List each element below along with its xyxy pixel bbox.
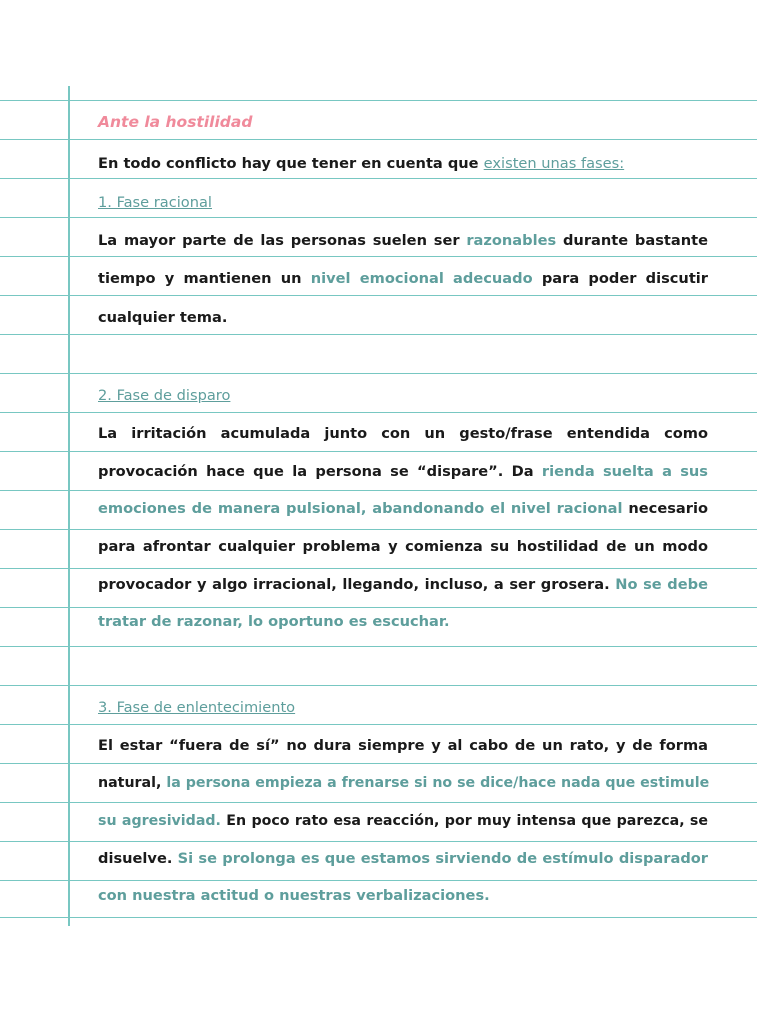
phase2-highlight: emociones de manera pulsional, abandonando el nivel racional bbox=[98, 500, 623, 517]
rule-line bbox=[0, 256, 757, 257]
rule-line bbox=[0, 373, 757, 374]
rule-line bbox=[0, 490, 757, 491]
rule-line bbox=[0, 917, 757, 918]
phase1-heading[interactable]: 1. Fase racional bbox=[98, 194, 212, 211]
phase1-line1 bbox=[98, 231, 708, 251]
phase3-heading[interactable]: 3. Fase de enlentecimiento bbox=[98, 699, 296, 716]
phase2-line4: para afrontar cualquier problema y comienza su hostilidad de un modo bbox=[98, 538, 708, 555]
rule-line bbox=[0, 646, 757, 647]
phase2-line5 bbox=[98, 575, 708, 595]
phase1-text: La mayor parte de las personas suelen ser bbox=[98, 232, 467, 249]
phase2-highlight: No se debe bbox=[615, 576, 708, 593]
rule-line bbox=[0, 451, 757, 452]
phases-link[interactable]: existen unas fases: bbox=[483, 155, 625, 172]
rule-line bbox=[0, 880, 757, 881]
rule-line bbox=[0, 139, 757, 140]
margin-line bbox=[68, 86, 70, 926]
phase3-highlight: Si se prolonga es que estamos sirviendo de estímulo disparador bbox=[177, 850, 708, 867]
phase3-text: disuelve. bbox=[98, 850, 178, 867]
phase1-line2 bbox=[98, 269, 708, 289]
phase3-line1: El estar “fuera de sí” no dura siempre y al cabo de un rato, y de forma bbox=[98, 737, 708, 754]
rule-line bbox=[0, 802, 757, 803]
rule-line bbox=[0, 724, 757, 725]
phase3-text: En poco rato esa reacción, por muy intensa que parezca, se bbox=[220, 813, 709, 829]
rule-line bbox=[0, 334, 757, 335]
rule-line bbox=[0, 100, 757, 101]
phase3-highlight: la persona empieza a frenarse si no se dice/hace nada que estimule bbox=[166, 775, 710, 791]
rule-line bbox=[0, 607, 757, 608]
phase2-line6: tratar de razonar, lo oportuno es escuchar. bbox=[98, 613, 450, 630]
phase3-line3 bbox=[98, 811, 708, 831]
intro-text bbox=[98, 154, 708, 174]
rule-line bbox=[0, 412, 757, 413]
phase1-line3: cualquier tema. bbox=[98, 309, 228, 326]
phase2-line3 bbox=[98, 499, 708, 519]
phase1-text: tiempo y mantienen un bbox=[98, 270, 311, 287]
rule-line bbox=[0, 295, 757, 296]
phase2-heading[interactable]: 2. Fase de disparo bbox=[98, 387, 231, 404]
rule-line bbox=[0, 217, 757, 218]
rule-line bbox=[0, 841, 757, 842]
phase1-highlight: razonables bbox=[466, 232, 557, 249]
phase3-line4 bbox=[98, 849, 708, 869]
phase1-highlight: nivel emocional adecuado bbox=[310, 270, 533, 287]
phase3-highlight: su agresividad. bbox=[98, 813, 221, 829]
rule-line bbox=[0, 763, 757, 764]
rule-line bbox=[0, 685, 757, 686]
rule-line bbox=[0, 529, 757, 530]
phase2-text: provocación hace que la persona se “dispare”. Da bbox=[98, 463, 542, 480]
rule-line bbox=[0, 178, 757, 179]
phase2-line2 bbox=[98, 462, 708, 482]
phase2-text: necesario bbox=[622, 500, 708, 517]
phase2-line1: La irritación acumulada junto con un gesto/frase entendida como bbox=[98, 425, 708, 442]
page-title: Ante la hostilidad bbox=[98, 113, 253, 131]
phase2-highlight: rienda suelta a sus bbox=[541, 463, 708, 480]
phase3-line5: con nuestra actitud o nuestras verbalizaciones. bbox=[98, 887, 490, 904]
phase2-text: provocador y algo irracional, llegando, incluso, a ser grosera. bbox=[98, 576, 616, 593]
phase3-text: natural, bbox=[98, 775, 167, 791]
phase1-text: durante bastante bbox=[556, 232, 708, 249]
intro-lead: En todo conflicto hay que tener en cuenta que bbox=[98, 155, 484, 172]
phase3-line2 bbox=[98, 773, 708, 793]
rule-line bbox=[0, 568, 757, 569]
phase1-text: para poder discutir bbox=[532, 270, 708, 287]
